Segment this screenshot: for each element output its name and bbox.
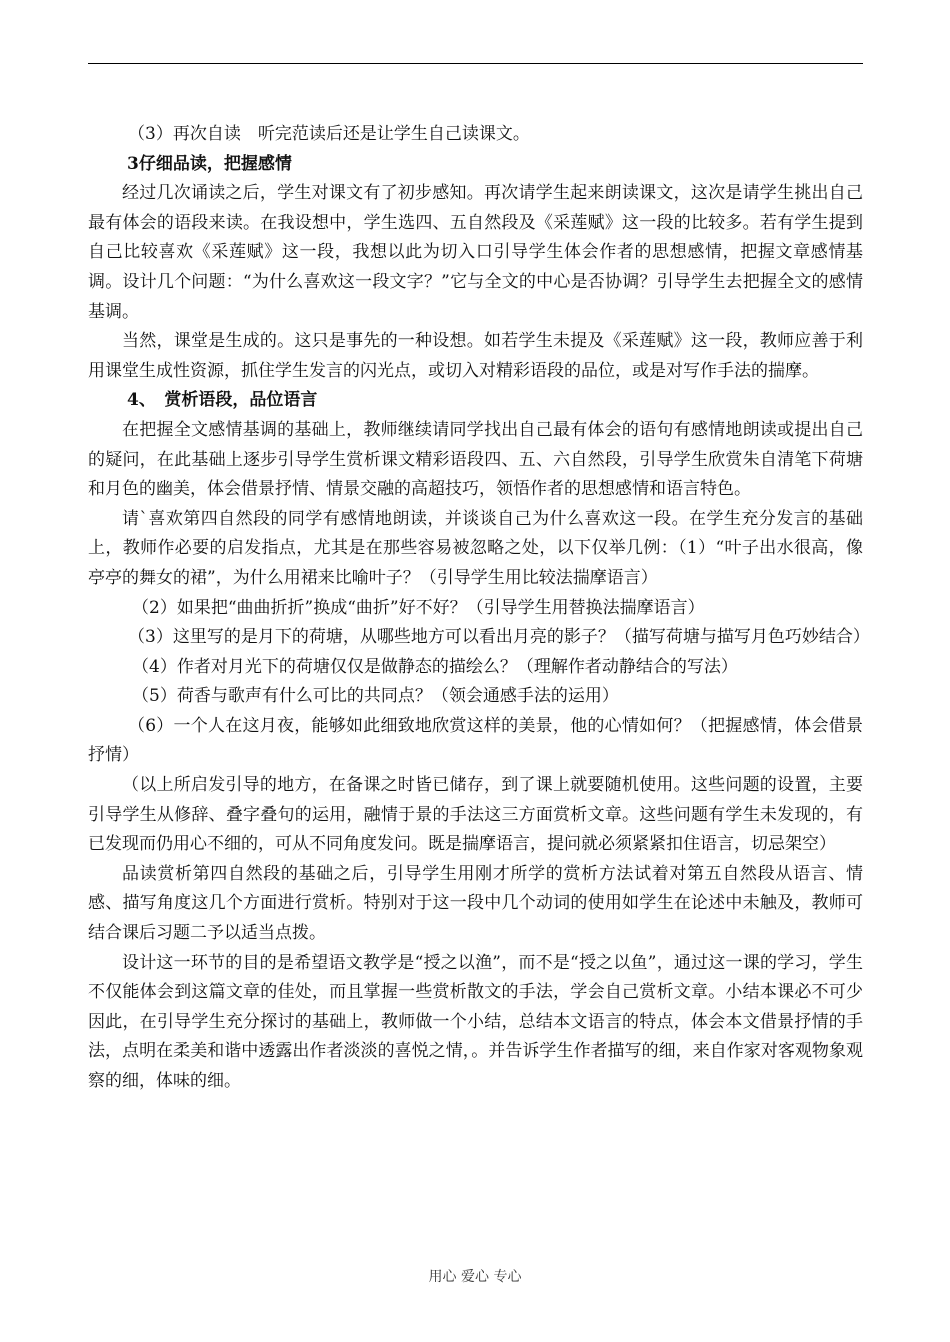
question-item: （3）这里写的是月下的荷塘，从哪些地方可以看出月亮的影子？（描写荷塘与描写月色巧妙结合） xyxy=(128,627,870,648)
paragraph: 当然，课堂是生成的。这只是事先的一种设想。如若学生未提及《采莲赋》这一段，教师应善于利用课堂生成性资源，抓住学生发言的闪光点，或切入对精彩语段的品位，或是对写作手法的揣摩。 xyxy=(88,331,863,381)
section-heading-3: 3仔细品读，把握感情 xyxy=(127,153,292,174)
document-body xyxy=(88,120,870,1097)
paragraph: 在把握全文感情基调的基础上，教师继续请同学找出自己最有体会的语句有感情地朗读或提出自己的疑问，在此基础上逐步引导学生赏析课文精彩语段四、五、六自然段，引导学生欣赏朱自清笔下荷塘和月色的幽美，体会借景抒情、情景交融的高超技巧，领悟作者的思想感情和语言特色。 xyxy=(88,419,863,500)
page-footer: 用心 爱心 专心 xyxy=(428,1269,522,1285)
paragraph: 品读赏析第四自然段的基础之后，引导学生用刚才所学的赏析方法试着对第五自然段从语言、情感、描写角度这几个方面进行赏析。特别对于这一段中几个动词的使用如学生在论述中未触及，教师可结合课后习题二予以适当点拨。 xyxy=(88,863,863,944)
paragraph-reread: （3）再次自读 听完范读后还是让学生自己读课文。 xyxy=(128,124,530,144)
question-item: （4）作者对月光下的荷塘仅仅是做静态的描绘么？（理解作者动静结合的写法） xyxy=(132,656,738,677)
header-rule xyxy=(88,63,863,64)
paragraph: 经过几次诵读之后，学生对课文有了初步感知。再次请学生起来朗读课文，这次是请学生挑出自己最有体会的语段来读。在我设想中，学生选四、五自然段及《采莲赋》这一段的比较多。若有学生提到自己比较喜欢《采莲赋》这一段，我想以此为切入口引导学生体会作者的思想感情，把握文章感情基调。设计几个问题：“为什么喜欢这一段文字？”它与全文的中心是否协调？引导学生去把握全文的感情基调。 xyxy=(88,183,863,322)
paragraph: 请`喜欢第四自然段的同学有感情地朗读，并谈谈自己为什么喜欢这一段。在学生充分发言的基础上，教师作必要的启发指点，尤其是在那些容易被忽略之处，以下仅举几例：（1）“叶子出水很高，像亭亭的舞女的裙”，为什么用裙来比喻叶子？（引导学生用比较法揣摩语言） xyxy=(88,508,863,588)
question-item: （6）一个人在这月夜，能够如此细致地欣赏这样的美景，他的心情如何？（把握感情，体会借景抒情） xyxy=(88,715,863,766)
section-heading-4: 4、 赏析语段，品位语言 xyxy=(127,390,318,411)
paragraph: 设计这一环节的目的是希望语文教学是“授之以渔”，而不是“授之以鱼”，通过这一课的学习，学生不仅能体会到这篇文章的佳处，而且掌握一些赏析散文的手法，学会自己赏析文章。小结本课必不可少因此，在引导学生充分探讨的基础上，教师做一个小结，总结本文语言的特点，体会本文借景抒情的手法，点明在柔美和谐中透露出作者淡淡的喜悦之情，。并告诉学生作者描写的细，来自作家对客观物象观察的细，体味的细。 xyxy=(88,952,863,1091)
paragraph-note: （以上所启发引导的地方，在备课之时皆已储存，到了课上就要随机使用。这些问题的设置，主要引导学生从修辞、叠字叠句的运用，融情于景的手法这三方面赏析文章。这些问题有学生未发现的，有已发现而仍用心不细的，可从不同角度发问。既是揣摩语言，提问就必须紧紧扣住语言，切忌架空） xyxy=(88,775,863,855)
question-item: （5）荷香与歌声有什么可比的共同点？（领会通感手法的运用） xyxy=(132,686,619,707)
question-item: （2）如果把“曲曲折折”换成“曲折”好不好？（引导学生用替换法揣摩语言） xyxy=(132,597,705,618)
